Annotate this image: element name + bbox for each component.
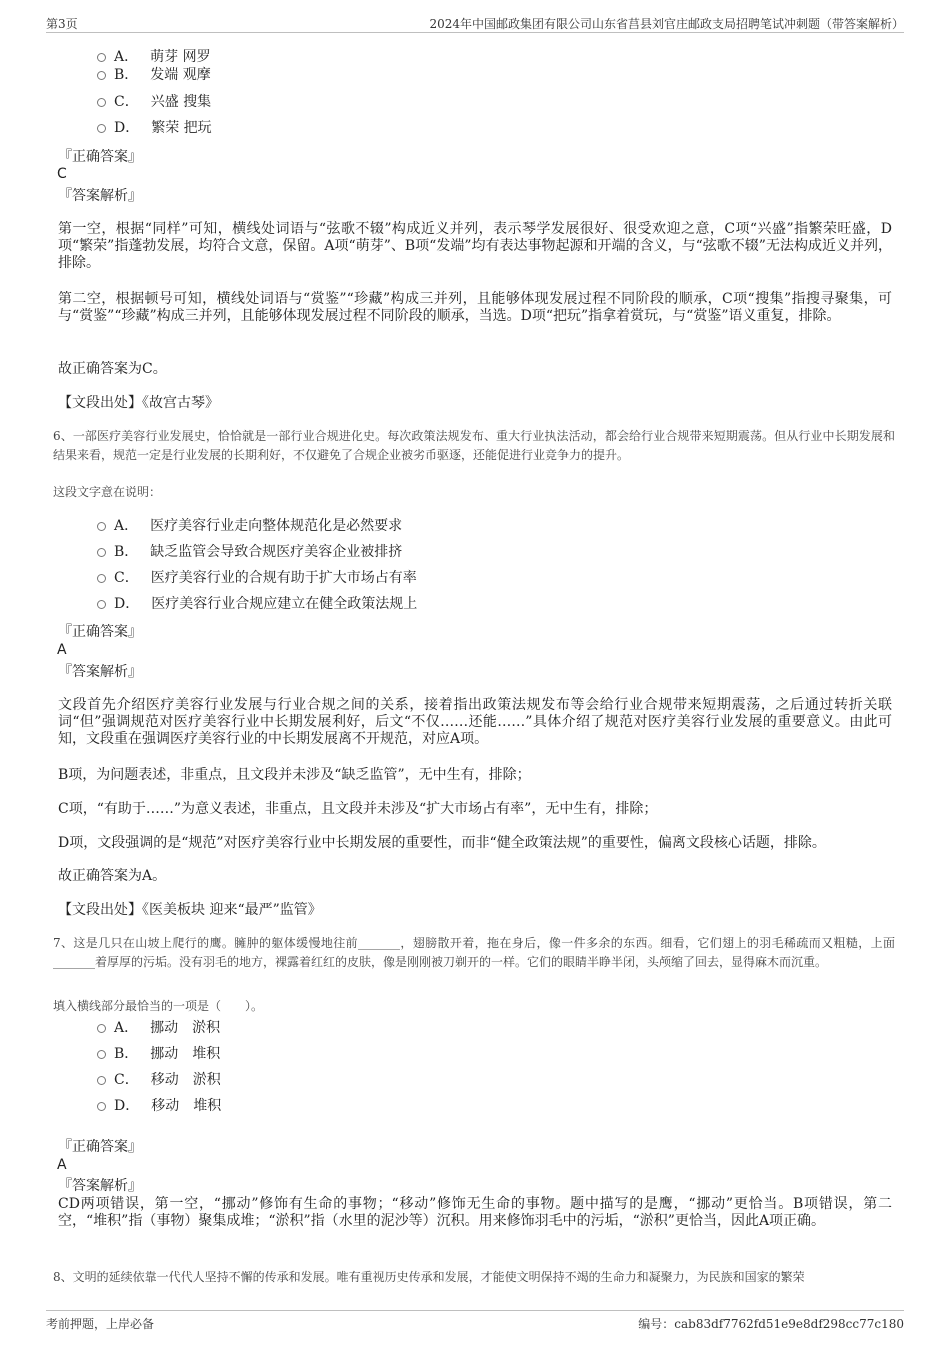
analysis-conclusion: 故正确答案为C。 xyxy=(58,361,167,377)
option-a[interactable]: A． 挪动 淤积 xyxy=(97,1019,220,1037)
option-d[interactable]: D． 移动 堆积 xyxy=(97,1097,221,1115)
radio-icon[interactable] xyxy=(97,98,106,107)
option-c[interactable]: C． 移动 淤积 xyxy=(97,1071,221,1089)
analysis-label: 『答案解析』 xyxy=(58,1178,142,1194)
radio-icon[interactable] xyxy=(97,1024,106,1033)
analysis-paragraph: 文段首先介绍医疗美容行业发展与行业合规之间的关系，接着指出政策法规发布等会给行业合规带来短期震荡，之后通过转折关联词“但”强调规范对医疗美容行业中长期发展利好，后文“不仅……还能……”具体介绍了规范对医疗美容行业发展的重要意义。由此可知，文段重在强调医疗美容行业的中长期发展离不开规范，对应A项。 xyxy=(58,697,892,747)
radio-icon[interactable] xyxy=(97,124,106,133)
document-id: 编号：cab83df7762fd51e9e8df298cc77c180 xyxy=(638,1317,904,1331)
source-citation: 【文段出处】《故宫古琴》 xyxy=(58,395,219,411)
correct-answer: A xyxy=(57,642,67,658)
page-header xyxy=(46,13,904,33)
footer-slogan: 考前押题，上岸必备 xyxy=(46,1317,155,1331)
correct-answer: A xyxy=(57,1157,67,1173)
option-b[interactable]: B． 挪动 堆积 xyxy=(97,1045,220,1063)
question-text: 8、文明的延续依靠一代代人坚持不懈的传承和发展。唯有重视历史传承和发展，才能使文明保持不竭的生命力和凝聚力，为民族和国家的繁荣 xyxy=(53,1270,805,1284)
analysis-paragraph: 第二空，根据顿号可知，横线处词语与“赏鉴”“珍藏”构成三并列，且能够体现发展过程不同阶段的顺承，C项“搜集”指搜寻聚集，可与“赏鉴”“珍藏”构成三并列，且能够体现发展过程不同阶段的顺承，当选。D项“把玩”指拿着赏玩，与“赏鉴”语义重复，排除。 xyxy=(58,291,892,324)
analysis-paragraph: C项，“有助于……”为意义表述，非重点，且文段并未涉及“扩大市场占有率”，无中生有，排除； xyxy=(58,801,658,817)
radio-icon[interactable] xyxy=(97,1076,106,1085)
radio-icon[interactable] xyxy=(97,1102,106,1111)
radio-icon[interactable] xyxy=(97,53,106,62)
radio-icon[interactable] xyxy=(97,548,106,557)
question-text: 7、这是几只在山坡上爬行的鹰。臃肿的躯体缓慢地往前_______，翅膀散开着，拖在身后，像一件多余的东西。细看，它们翅上的羽毛稀疏而又粗糙，上面_______着厚厚的污垢。没有羽毛的地方，裸露着红红的皮肤，像是刚刚被刀剃开的一样。它们的眼睛半睁半闭，头颅缩了回去，显得麻木而沉重。 xyxy=(53,936,895,969)
option-b[interactable]: B． 缺乏监管会导致合规医疗美容企业被排挤 xyxy=(97,543,402,561)
radio-icon[interactable] xyxy=(97,574,106,583)
analysis-paragraph: 第一空，根据“同样”可知，横线处词语与“弦歌不辍”构成近义并列，表示琴学发展很好、很受欢迎之意，C项“兴盛”指繁荣旺盛，D项“繁荣”指蓬勃发展，均符合文意，保留。A项“萌芽”、B项“发端”均有表达事物起源和开端的含义，与“弦歌不辍”无法构成近义并列，排除。 xyxy=(58,221,892,271)
radio-icon[interactable] xyxy=(97,71,106,80)
analysis-label: 『答案解析』 xyxy=(58,664,142,680)
correct-answer-label: 『正确答案』 xyxy=(58,624,142,640)
analysis-conclusion: 故正确答案为A。 xyxy=(58,868,167,884)
correct-answer: C xyxy=(57,166,67,182)
analysis-paragraph: D项，文段强调的是“规范”对医疗美容行业中长期发展的重要性，而非“健全政策法规”的重要性，偏离文段核心话题，排除。 xyxy=(58,835,826,851)
correct-answer-label: 『正确答案』 xyxy=(58,149,142,165)
option-d[interactable]: D． 繁荣 把玩 xyxy=(97,119,212,137)
radio-icon[interactable] xyxy=(97,1050,106,1059)
document-title: 2024年中国邮政集团有限公司山东省莒县刘官庄邮政支局招聘笔试冲刺题（带答案解析） xyxy=(429,17,904,31)
analysis-label: 『答案解析』 xyxy=(58,188,142,204)
option-b[interactable]: B． 发端 观摩 xyxy=(97,66,211,84)
question-prompt: 这段文字意在说明： xyxy=(53,485,162,499)
analysis-paragraph: B项，为问题表述，非重点，且文段并未涉及“缺乏监管”，无中生有，排除； xyxy=(58,767,531,783)
option-a[interactable]: A． 萌芽 网罗 xyxy=(97,48,211,66)
page-footer xyxy=(46,1310,904,1334)
question-text: 6、一部医疗美容行业发展史，恰恰就是一部行业合规进化史。每次政策法规发布、重大行业执法活动，都会给行业合规带来短期震荡。但从行业中长期发展和结果来看，规范一定是行业发展的长期利好，不仅避免了合规企业被劣币驱逐，还能促进行业竞争力的提升。 xyxy=(53,429,895,462)
option-c[interactable]: C． 兴盛 搜集 xyxy=(97,93,211,111)
source-citation: 【文段出处】《医美板块 迎来“最严”监管》 xyxy=(58,902,322,918)
radio-icon[interactable] xyxy=(97,600,106,609)
option-a[interactable]: A． 医疗美容行业走向整体规范化是必然要求 xyxy=(97,517,402,535)
option-c[interactable]: C． 医疗美容行业的合规有助于扩大市场占有率 xyxy=(97,569,417,587)
radio-icon[interactable] xyxy=(97,522,106,531)
analysis-paragraph: CD两项错误，第一空，“挪动”修饰有生命的事物；“移动”修饰无生命的事物。题中描写的是鹰，“挪动”更恰当。B项错误，第二空，“堆积”指（事物）聚集成堆；“淤积”指（水里的泥沙等）沉积。用来修饰羽毛中的污垢，“淤积”更恰当，因此A项正确。 xyxy=(58,1196,892,1229)
option-d[interactable]: D． 医疗美容行业合规应建立在健全政策法规上 xyxy=(97,595,417,613)
correct-answer-label: 『正确答案』 xyxy=(58,1139,142,1155)
question-prompt: 填入横线部分最恰当的一项是（ ）。 xyxy=(53,999,264,1013)
page-number: 第3页 xyxy=(46,17,78,31)
